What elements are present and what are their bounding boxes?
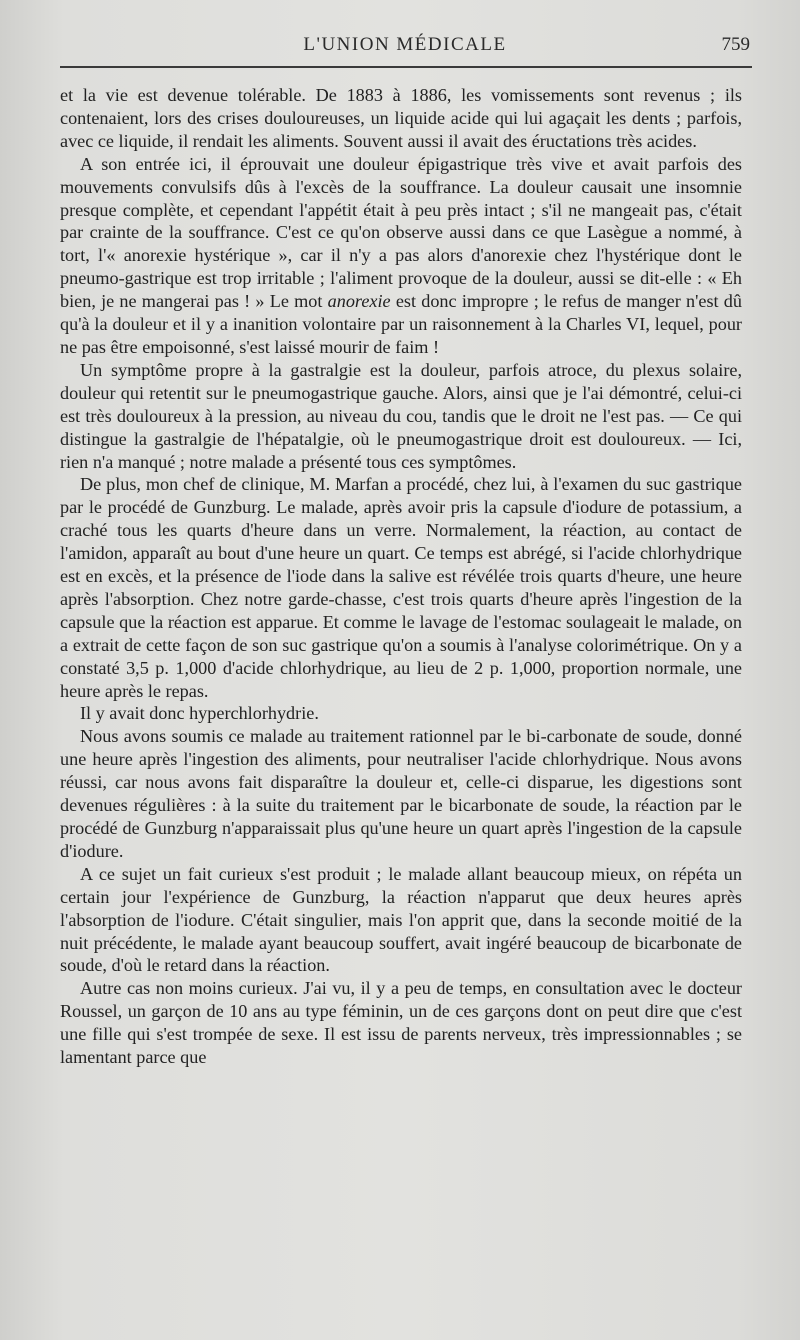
running-title: L'UNION MÉDICALE <box>303 34 507 55</box>
paragraph: Il y avait donc hyperchlorhydrie. <box>80 703 319 724</box>
header-rule <box>60 66 752 68</box>
paragraph-text: est donc impropre ; le refus de manger n'est dû qu'à la douleur et il y a inanition volontaire par un raisonnement à la Charles VI, lequel, pour ne pas être empoisonné, s'est laissé mourir de faim ! <box>60 291 742 357</box>
paragraph: De plus, mon chef de clinique, M. Marfan a procédé, chez lui, à l'examen du suc gastrique par le procédé de Gunzburg. Le malade, après avoir pris la capsule d'iodure de potassium, a craché tous les quarts d'heure dans un verre. Normalement, la réaction, au contact de l'amidon, apparaît au bout d'une heure un quart. Ce temps est abrégé, si l'acide chlorhydrique est en excès, et la présence de l'iode dans la salive est révélée trois quarts d'heure, une heure après l'absorption. Chez notre garde-chasse, c'est trois quarts d'heure après l'ingestion de la capsule que la réaction est apparue. Et comme le lavage de l'estomac soulageait le malade, on a extrait de cette façon de son suc gastrique qu'on a soumis à l'analyse colorimétrique. On y a constaté 3,5 p. 1,000 d'acide chlorhydrique, au lieu de 2 p. 1,000, proportion normale, une heure après le repas. <box>60 474 742 701</box>
body-text <box>60 84 742 1069</box>
emphasized-word: anorexie <box>327 291 391 312</box>
paragraph: et la vie est devenue tolérable. De 1883 à 1886, les vomissements sont revenus ; ils contenaient, lors des crises douloureuses, un liquide acide qui lui agaçait les dents ; parfois, avec ce liquide, il rendait les aliments. Souvent aussi il avait des éructations très acides. <box>60 85 742 151</box>
page-header <box>60 34 750 60</box>
paragraph: A ce sujet un fait curieux s'est produit ; le malade allant beaucoup mieux, on répéta un certain jour l'expérience de Gunzburg, la réaction n'apparut que deux heures après l'absorption de l'iodure. C'était singulier, mais l'on apprit que, dans la seconde moitié de la nuit précédente, le malade ayant beaucoup souffert, avait ingéré beaucoup de bicarbonate de soude, d'où le retard dans la réaction. <box>60 863 742 976</box>
paragraph: Un symptôme propre à la gastralgie est la douleur, parfois atroce, du plexus solaire, douleur qui retentit sur le pneumogastrique gauche. Alors, ainsi que je l'ai démontré, celui-ci est très douloureux à la pression, au niveau du cou, tandis que le droit ne l'est pas. — Ce qui distingue la gastralgie de l'hépatalgie, où le pneumogastrique droit est douloureux. — Ici, rien n'a manqué ; notre malade a présenté tous ces symptômes. <box>60 359 742 472</box>
paragraph: Autre cas non moins curieux. J'ai vu, il y a peu de temps, en consultation avec le docteur Roussel, un garçon de 10 ans au type féminin, un de ces garçons dont on peut dire que c'est une fille qui s'est trompée de sexe. Il est issu de parents nerveux, très impressionnables ; se lamentant parce que <box>60 978 742 1068</box>
paragraph: Nous avons soumis ce malade au traitement rationnel par le bi-carbonate de soude, donné une heure après l'ingestion des aliments, pour neutraliser l'acide chlorhydrique. Nous avons réussi, car nous avons fait disparaître la douleur et, celle-ci disparue, les digestions sont devenues régulières : à la suite du traitement par le bicarbonate de soude, la réaction par le procédé de Gunzburg n'apparaissait plus qu'une heure un quart après l'ingestion de la capsule d'iodure. <box>60 726 742 861</box>
page-number: 759 <box>721 34 750 55</box>
paragraph-text: A son entrée ici, il éprouvait une douleur épigastrique très vive et avait parfois des mouvements convulsifs dûs à l'excès de la souffrance. La douleur causait une insomnie presque complète, et cependant l'appétit était à peu près intact ; s'il ne mangeait pas, c'était par crainte de la souffrance. C'est ce qu'on observe aussi dans ce que Lasègue a nommé, à tort, l'« anorexie hystérique », car il n'y a pas alors d'anorexie chez l'hystérique dont le pneumo-gastrique est trop irritable ; l'aliment provoque de la douleur, aussi se dit-elle : « Eh bien, je ne mangerai pas ! » Le mot <box>60 153 742 312</box>
paragraph <box>60 153 742 359</box>
